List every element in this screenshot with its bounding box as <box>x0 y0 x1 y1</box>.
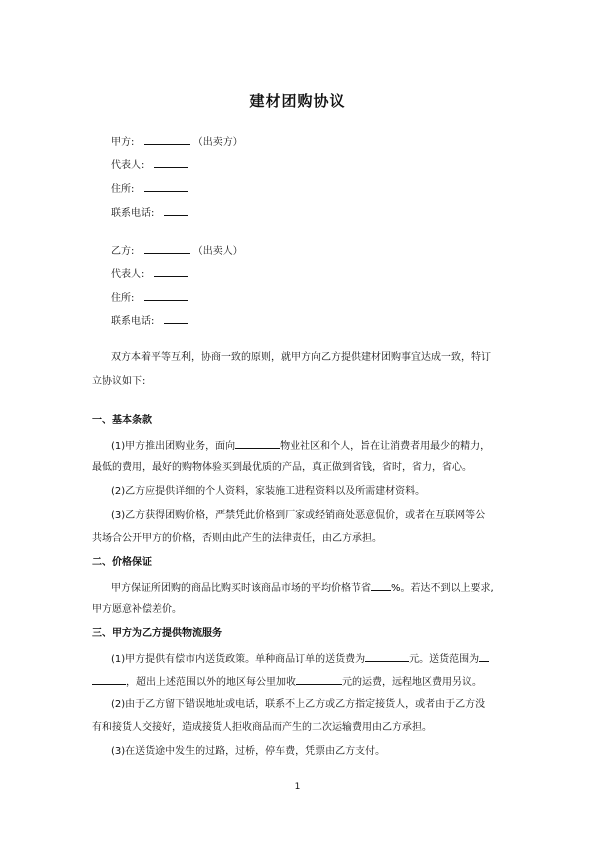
party-a-phone-blank[interactable] <box>164 205 188 216</box>
party-a-addr-label: 住所: <box>111 184 135 195</box>
party-a-rep-label: 代表人: <box>111 160 145 171</box>
section-3-heading: 三、甲方为乙方提供物流服务 <box>92 628 222 639</box>
party-b-rep-blank[interactable] <box>154 266 188 277</box>
section-2-p1-text-b: %。若达不到以上要求, <box>391 583 494 594</box>
section-1-p1-text-a: (1)甲方推出团购业务，面向 <box>111 441 236 452</box>
page-number: 1 <box>294 782 301 792</box>
section-3-p2-line-2: 有和接货人交接好，造成接货人拒收商品而产生的二次运输费用由乙方承担。 <box>92 722 432 733</box>
party-a-phone-line <box>111 205 188 221</box>
section-3-p1-text-d: 元的运费，远程地区费用另议。 <box>342 677 482 688</box>
section-1-heading: 一、基本条款 <box>92 415 152 426</box>
section-1-p2: (2)乙方应提供详细的个人资料，家装施工进程资料以及所需建材资料。 <box>111 486 426 497</box>
section-3-per-km-blank[interactable] <box>296 674 342 685</box>
document-title: 建材团购协议 <box>249 92 346 110</box>
section-3-p1-line-1 <box>111 651 489 667</box>
party-a-rep-line <box>111 157 188 173</box>
party-a-phone-label: 联系电话: <box>111 208 155 219</box>
section-1-p1-line-1 <box>111 438 490 454</box>
section-2-p1-line-1 <box>111 580 494 596</box>
party-b-name-note: （出卖人） <box>192 246 243 257</box>
section-3-p2-line-1: (2)由于乙方留下错误地址或电话，联系不上乙方或乙方指定接货人，或者由于乙方没 <box>111 699 486 710</box>
party-a-rep-blank[interactable] <box>154 157 188 168</box>
section-1-p1-text-b: 物业社区和个人，旨在让消费者用最少的精力， <box>280 441 491 452</box>
section-2-p1-line-2: 甲方愿意补偿差价。 <box>92 604 182 615</box>
party-b-addr-line <box>111 290 188 306</box>
section-3-p1-text-b: 元。送货范围为 <box>409 654 480 665</box>
party-b-addr-label: 住所: <box>111 293 135 304</box>
section-3-p1-text-a: (1)甲方提供有偿市内送货政策。单种商品订单的送货费为 <box>111 654 366 665</box>
section-2-p1-text-a: 甲方保证所团购的商品比购买时该商品市场的平均价格节省 <box>111 583 371 594</box>
party-a-name-blank[interactable] <box>144 134 190 145</box>
section-3-p1-text-c: ，超出上述范围以外的地区每公里加收 <box>126 677 296 688</box>
section-1-p3-line-1: (3)乙方获得团购价格，严禁凭此价格到厂家或经销商处恶意侃价，或者在互联网等公 <box>111 510 486 521</box>
section-3-range-blank-start[interactable] <box>479 651 489 662</box>
section-3-fee-blank[interactable] <box>365 651 409 662</box>
party-b-rep-label: 代表人: <box>111 269 145 280</box>
section-3-range-blank-end[interactable] <box>92 674 126 685</box>
section-3-p3: (3)在送货途中发生的过路，过桥，停车费，凭票由乙方支付。 <box>111 746 386 757</box>
party-a-name-label: 甲方: <box>111 137 135 148</box>
section-2-heading: 二、价格保证 <box>92 557 152 568</box>
party-a-addr-line <box>111 181 188 197</box>
party-b-phone-label: 联系电话: <box>111 316 155 327</box>
party-b-name-label: 乙方: <box>111 246 135 257</box>
party-a-addr-blank[interactable] <box>144 181 188 192</box>
intro-line-1: 双方本着平等互利，协商一致的原则，就甲方向乙方提供建材团购事宜达成一致，特订 <box>111 352 491 363</box>
party-b-rep-line <box>111 266 188 282</box>
section-3-p1-line-2 <box>92 674 482 690</box>
party-b-phone-line <box>111 313 188 329</box>
party-a-name-note: （出卖方） <box>192 137 243 148</box>
intro-line-2: 立协议如下: <box>92 376 146 387</box>
party-b-name-line <box>111 243 243 259</box>
party-a-name-line <box>111 134 243 150</box>
party-b-name-blank[interactable] <box>144 243 190 254</box>
party-b-phone-blank[interactable] <box>164 313 188 324</box>
section-2-percent-blank[interactable] <box>371 580 391 591</box>
party-b-addr-blank[interactable] <box>144 290 188 301</box>
section-1-p1-blank[interactable] <box>235 438 280 449</box>
section-1-p1-line-2: 最低的费用，最好的购物体验买到最优质的产品，真正做到省钱，省时，省力，省心。 <box>92 462 472 473</box>
section-1-p3-line-2: 共场合公开甲方的价格，否则由此产生的法律责任，由乙方承担。 <box>92 533 382 544</box>
